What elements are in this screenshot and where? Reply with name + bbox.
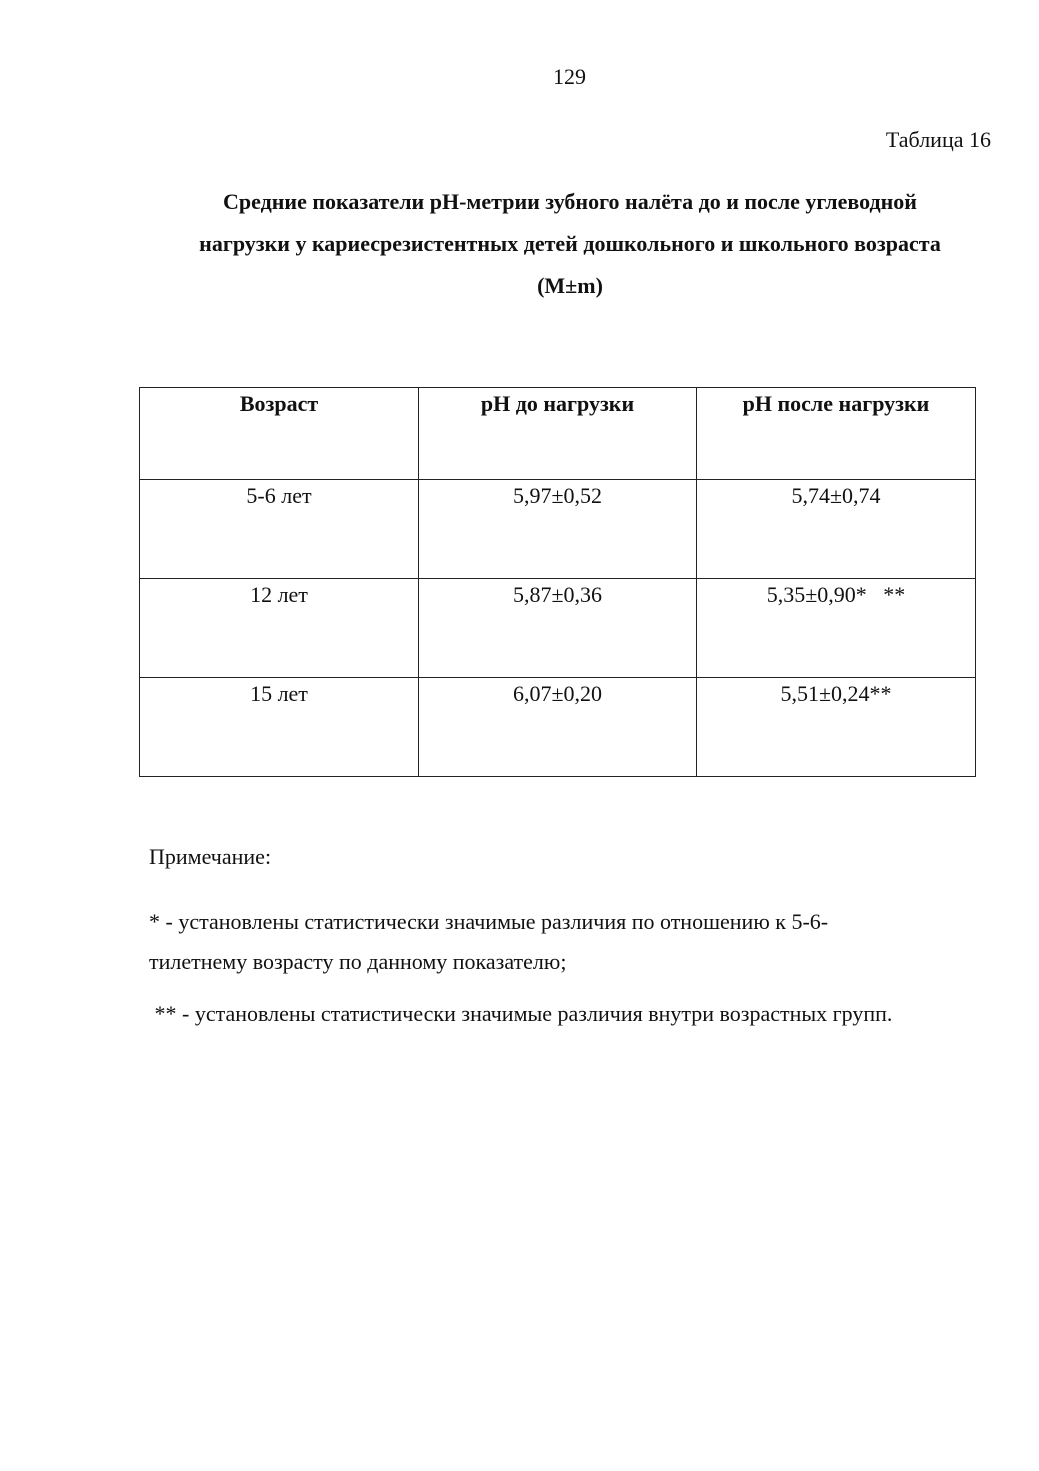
cell-ph-after: 5,51±0,24** xyxy=(697,678,976,777)
note-item: ** - установлены статистически значимые различия внутри возрастных групп. xyxy=(149,1001,893,1026)
cell-ph-after: 5,74±0,74 xyxy=(697,480,976,579)
table-title-line: Средние показатели pH-метрии зубного налёта до и после углеводной xyxy=(223,189,917,214)
table-title-line: нагрузки у кариесрезистентных детей дошкольного и школьного возраста xyxy=(199,231,941,256)
cell-ph-before: 6,07±0,20 xyxy=(419,678,697,777)
header-age: Возраст xyxy=(140,388,419,480)
table-row xyxy=(140,579,976,678)
table-label: Таблица 16 xyxy=(885,127,991,152)
note-item: * - установлены статистически значимые различия по отношению к 5-6-тилетнему возрасту по данному показателю; xyxy=(149,909,829,974)
table-row xyxy=(140,678,976,777)
cell-age: 5-6 лет xyxy=(140,480,419,579)
table-header-row xyxy=(140,388,976,480)
header-ph-before: pH до нагрузки xyxy=(419,388,697,480)
notes-title: Примечание: xyxy=(149,844,272,869)
cell-ph-before: 5,97±0,52 xyxy=(419,480,697,579)
cell-ph-after: 5,35±0,90* ** xyxy=(697,579,976,678)
cell-age: 15 лет xyxy=(140,678,419,777)
header-ph-after: pH после нагрузки xyxy=(697,388,976,480)
cell-ph-before: 5,87±0,36 xyxy=(419,579,697,678)
cell-age: 12 лет xyxy=(140,579,419,678)
page-number: 129 xyxy=(553,64,586,89)
table-title-line: (M±m) xyxy=(537,273,603,298)
ph-data-table xyxy=(139,387,976,777)
notes-section xyxy=(149,842,1009,1029)
table-row xyxy=(140,480,976,579)
table-title xyxy=(100,181,1039,307)
